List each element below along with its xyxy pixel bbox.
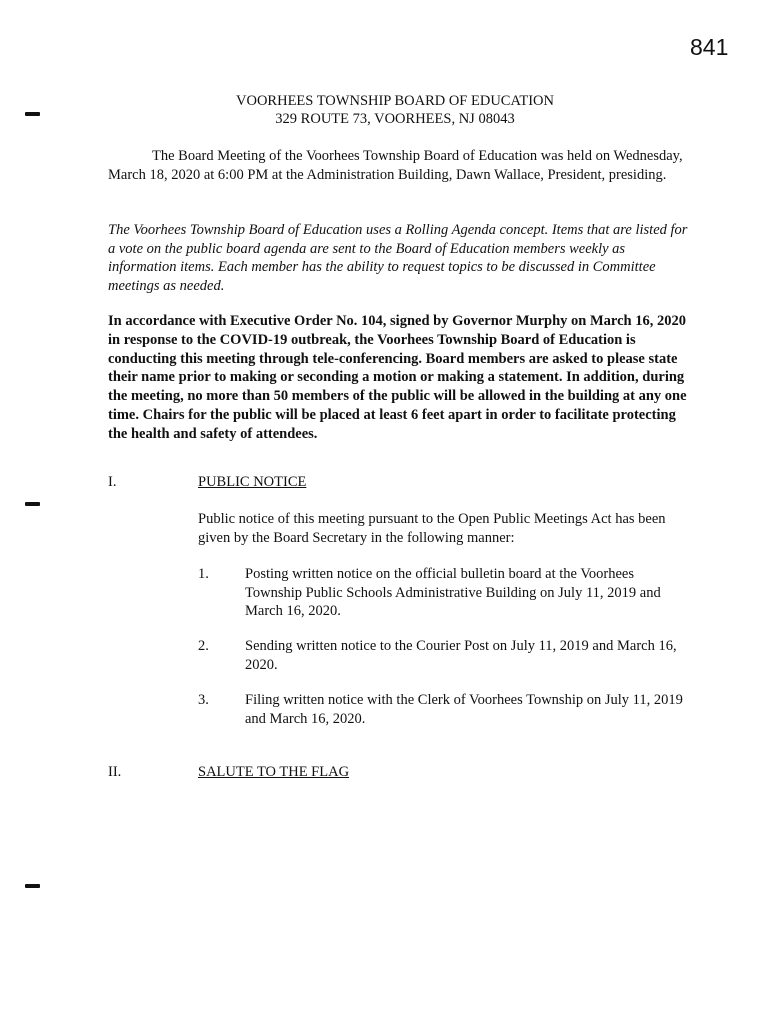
document-header bbox=[0, 92, 770, 128]
section-numeral: I. bbox=[108, 474, 117, 490]
list-text: Sending written notice to the Courier Post on July 11, 2019 and March 16, 2020. bbox=[245, 638, 677, 673]
list-text: Posting written notice on the official bulletin board at the Voorhees Township Public Schools Administrative Building on July 11, 2019 and March 16, 2020. bbox=[245, 566, 661, 619]
list-number: 3. bbox=[198, 692, 209, 708]
rolling-agenda-note: The Voorhees Township Board of Education uses a Rolling Agenda concept. Items that are listed for a vote on the public board agenda are sent to the Board of Education members weekly as information items. Each member has the ability to request topics to be discussed in Committee meetings as needed. bbox=[108, 222, 688, 294]
section-title-public-notice: PUBLIC NOTICE bbox=[198, 474, 307, 490]
margin-mark bbox=[25, 502, 40, 506]
list-text: Filing written notice with the Clerk of Voorhees Township on July 11, 2019 and March 16, 2020. bbox=[245, 692, 683, 727]
section-title-salute-to-flag: SALUTE TO THE FLAG bbox=[198, 764, 350, 780]
header-title: VOORHEES TOWNSHIP BOARD OF EDUCATION bbox=[236, 93, 554, 109]
header-address: 329 ROUTE 73, VOORHEES, NJ 08043 bbox=[275, 111, 515, 127]
page-number: 841 bbox=[690, 34, 729, 60]
executive-order-notice: In accordance with Executive Order No. 104, signed by Governor Murphy on March 16, 2020 in response to the COVID-19 outbreak, the Voorhees Township Board of Education is conducting this meeting through tele-conferencing. Board members are asked to please state their name prior to making or seconding a motion or making a statement. In addition, during the meeting, no more than 50 members of the public will be allowed in the building at any one time. Chairs for the public will be placed at least 6 feet apart in order to facilitate protecting the health and safety of attendees. bbox=[108, 313, 687, 442]
list-number: 2. bbox=[198, 638, 209, 654]
margin-mark bbox=[25, 884, 40, 888]
public-notice-intro: Public notice of this meeting pursuant to the Open Public Meetings Act has been given by the Board Secretary in the following manner: bbox=[198, 511, 666, 546]
list-number: 1. bbox=[198, 566, 209, 582]
section-numeral: II. bbox=[108, 764, 122, 780]
meeting-intro: The Board Meeting of the Voorhees Township Board of Education was held on Wednesday, March 18, 2020 at 6:00 PM at the Administration Building, Dawn Wallace, President, presiding. bbox=[108, 148, 683, 183]
